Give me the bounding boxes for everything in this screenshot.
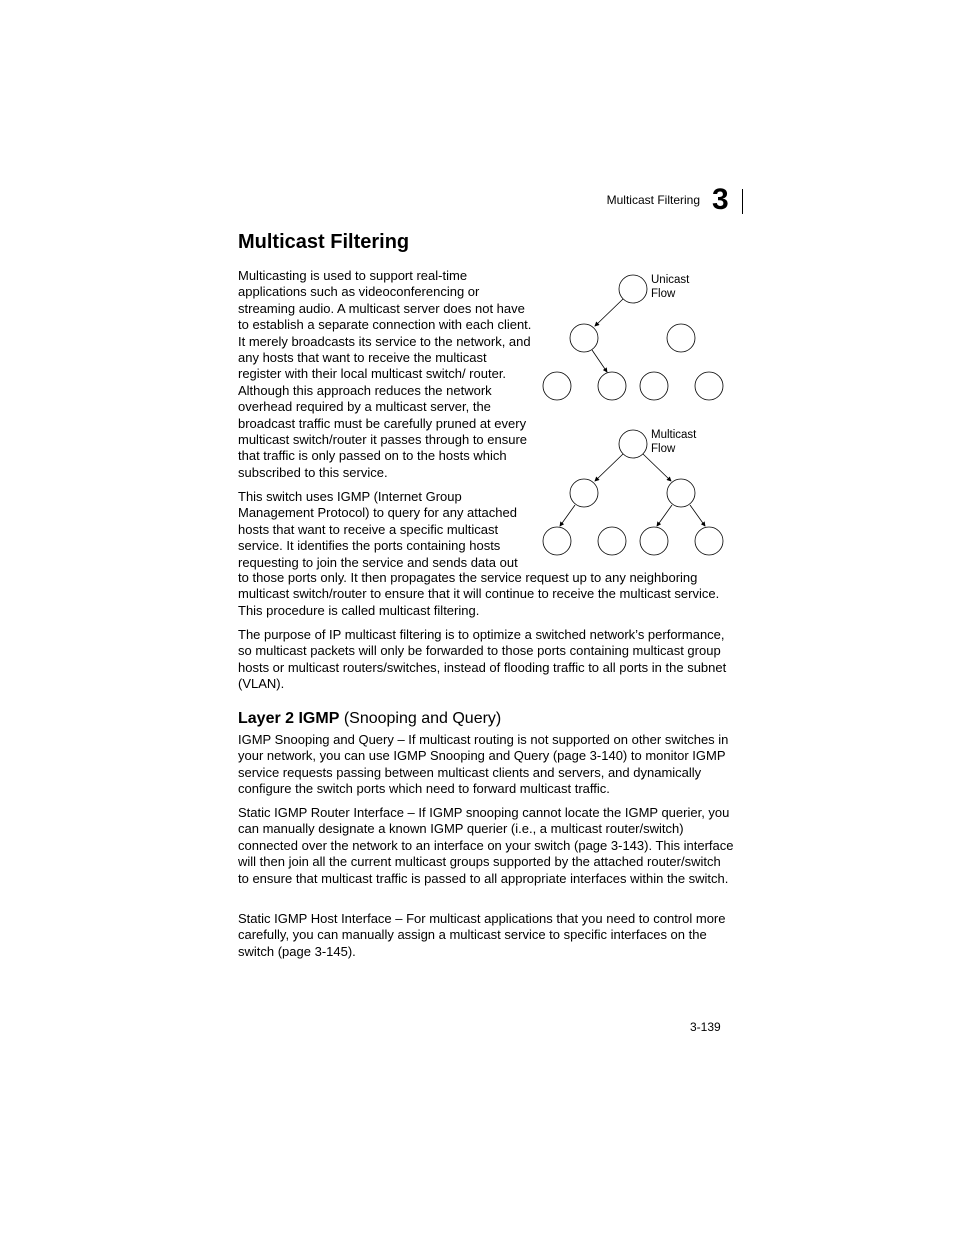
- unicast-label-line1: Unicast: [651, 274, 690, 286]
- section-heading-rest: (Snooping and Query): [339, 710, 502, 727]
- unicast-arrow: [592, 350, 607, 372]
- unicast-leaf-node: [640, 372, 668, 400]
- multicast-leaf-node: [598, 527, 626, 555]
- section-heading-bold: Layer 2 IGMP: [238, 710, 340, 727]
- multicast-label-line2: Flow: [651, 443, 676, 455]
- snooping-paragraph: [238, 732, 734, 798]
- unicast-leaf-node: [695, 372, 723, 400]
- paragraph-multicasting: Multicasting is used to support real-time applications such as videoconferencing or streaming audio. A multicast server does not have to establish a separate connection with each client. It merely broadcasts its service to the network, and any hosts that want to receive the multicast register with their local multicast switch/ router. Although this approach reduces the network overhead required by a multicast server, the broadcast traffic must be carefully pruned at every multicast switch/router it passes through to ensure that traffic is only passed on to the hosts which subscribed to this service.: [238, 268, 532, 480]
- paragraph-snooping: IGMP Snooping and Query – If multicast routing is not supported on other switches in your network, you can use IGMP Snooping and Query (page 3-140) to monitor IGMP service requests passing between multicast clients and servers, and dynamically configure the switch ports which need to forward multicast traffic.: [238, 732, 729, 797]
- igmp-paragraph-wrap: [238, 489, 533, 571]
- router-interface-paragraph: [238, 805, 734, 887]
- unicast-tree: [543, 274, 723, 400]
- unicast-leaf-node: [598, 372, 626, 400]
- multicast-arrow: [657, 505, 672, 526]
- unicast-arrow: [595, 299, 623, 326]
- paragraph-igmp-start: This switch uses IGMP (Internet Group Management Protocol) to query for any attached hosts that want to receive a specific multicast service. It identifies the ports containing hosts requesting to join the service and sends data out: [238, 489, 518, 570]
- igmp-paragraph-full: [238, 570, 734, 619]
- unicast-mid-node-right: [667, 324, 695, 352]
- page-number: 3-139: [690, 1020, 721, 1034]
- multicast-arrow: [643, 454, 671, 481]
- running-header: Multicast Filtering: [606, 193, 700, 207]
- paragraph-router-interface: Static IGMP Router Interface – If IGMP snooping cannot locate the IGMP querier, you can manually designate a known IGMP querier (i.e., a multicast router/switch) connected over the network to an interface on your switch (page 3-143). This interface will then join all the current multicast groups supported by the attached router/switch to ensure that multicast traffic is passed to all appropriate interfaces within the switch.: [238, 805, 734, 886]
- unicast-leaf-node: [543, 372, 571, 400]
- multicast-mid-node-left: [570, 479, 598, 507]
- multicast-arrow: [560, 505, 575, 526]
- unicast-root-node: [619, 275, 647, 303]
- paragraph-host-interface: Static IGMP Host Interface – For multicast applications that you need to control more carefully, you can manually assign a multicast service to specific interfaces on the switch (page 3-145).: [238, 911, 726, 959]
- multicast-leaf-node: [543, 527, 571, 555]
- multicast-arrow: [595, 454, 623, 481]
- multicast-tree: [543, 429, 723, 555]
- multicast-arrow: [690, 505, 705, 526]
- multicast-root-node: [619, 430, 647, 458]
- chapter-divider: [742, 189, 743, 214]
- multicast-leaf-node: [695, 527, 723, 555]
- unicast-label-line2: Flow: [651, 288, 676, 300]
- paragraph-purpose: The purpose of IP multicast filtering is to optimize a switched network’s performance, so multicast packets will only be forwarded to those ports containing multicast group hosts or multicast routers/switches, instead of flooding traffic to all ports in the subnet (VLAN).: [238, 627, 727, 692]
- page-title: Multicast Filtering: [238, 231, 410, 253]
- section-heading: [238, 710, 501, 728]
- multicast-mid-node-right: [667, 479, 695, 507]
- host-interface-paragraph: [238, 911, 734, 960]
- flow-diagram: [540, 268, 730, 560]
- intro-paragraph: [238, 268, 533, 481]
- purpose-paragraph: [238, 627, 734, 693]
- multicast-leaf-node: [640, 527, 668, 555]
- multicast-label-line1: Multicast: [651, 429, 697, 441]
- paragraph-igmp-end: to those ports only. It then propagates the service request up to any neighboring multicast switch/router to ensure that it will continue to receive the multicast service. This procedure is called multicast filtering.: [238, 570, 720, 618]
- unicast-mid-node-left: [570, 324, 598, 352]
- chapter-number: 3: [712, 183, 729, 216]
